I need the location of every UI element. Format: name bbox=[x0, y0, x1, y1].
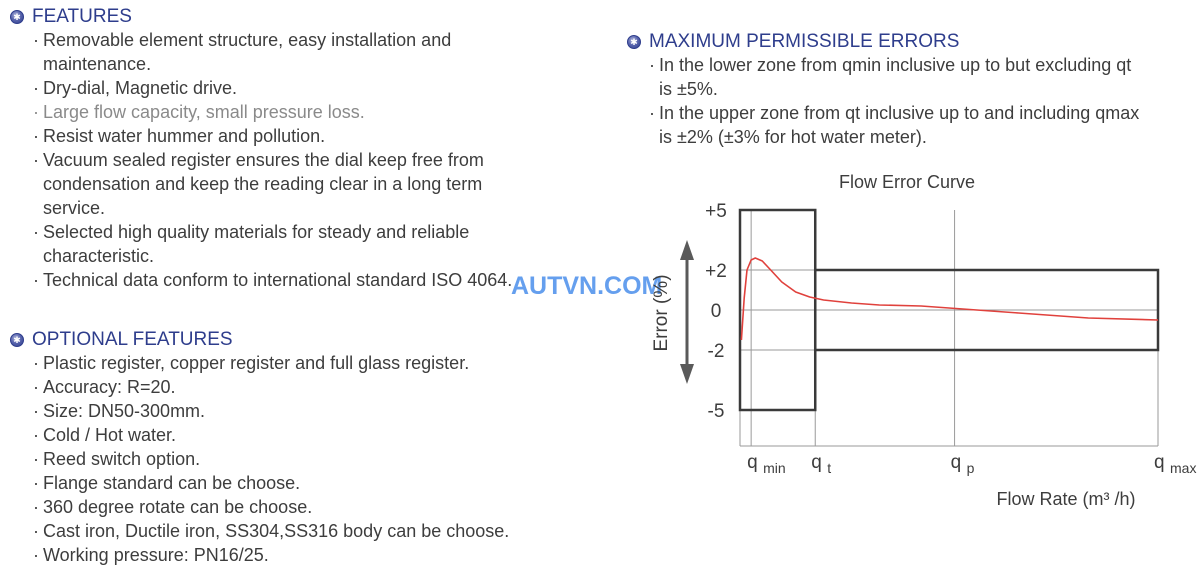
bullet-dot: · bbox=[33, 30, 39, 50]
features-title: FEATURES bbox=[32, 6, 132, 27]
features-list-item bbox=[33, 100, 365, 124]
error-limit-box-upper bbox=[815, 270, 1158, 350]
x-tick-sublabel: t bbox=[827, 460, 832, 476]
x-tick-label: q bbox=[950, 452, 962, 473]
bullet-dot: · bbox=[33, 78, 39, 98]
bullet-dot: · bbox=[33, 401, 39, 421]
bullet-dot: · bbox=[33, 150, 39, 170]
optional-item-text: Flange standard can be choose. bbox=[43, 473, 301, 493]
bullet-dot: · bbox=[33, 521, 39, 541]
arrow-up-icon bbox=[680, 240, 694, 260]
optional-list-item bbox=[33, 495, 312, 519]
errors-item-text: is ±2% (±3% for hot water meter). bbox=[659, 127, 927, 147]
optional-list-item bbox=[33, 519, 509, 543]
error-curve-series bbox=[741, 258, 1158, 340]
optional-item-text: Cold / Hot water. bbox=[43, 425, 177, 445]
x-tick-label: q bbox=[1154, 452, 1165, 473]
optional-item-text: Accuracy: R=20. bbox=[43, 377, 176, 397]
optional-title: OPTIONAL FEATURES bbox=[32, 329, 233, 350]
features-item-text: maintenance. bbox=[43, 54, 152, 74]
x-tick-label: q bbox=[811, 452, 822, 473]
errors-item-text: is ±5%. bbox=[659, 79, 718, 99]
features-list-item bbox=[33, 76, 237, 100]
features-list-item bbox=[33, 196, 105, 220]
optional-list-item bbox=[33, 399, 205, 423]
features-list-item bbox=[33, 268, 512, 292]
optional-item-text: 360 degree rotate can be choose. bbox=[43, 497, 313, 517]
optional-heading bbox=[10, 329, 233, 351]
features-list-item bbox=[33, 172, 482, 196]
features-item-text: Removable element structure, easy installation and bbox=[43, 30, 452, 50]
arrow-down-icon bbox=[680, 364, 694, 384]
features-list-item bbox=[33, 244, 154, 268]
features-list-item bbox=[33, 220, 469, 244]
features-item-text: condensation and keep the reading clear in a long term bbox=[43, 174, 483, 194]
bullet-dot: · bbox=[33, 126, 39, 146]
bullet-dot: · bbox=[33, 497, 39, 517]
bullet-dot: · bbox=[33, 473, 39, 493]
features-item-text: Vacuum sealed register ensures the dial keep free from bbox=[43, 150, 484, 170]
errors-list-item bbox=[649, 101, 1139, 125]
features-heading bbox=[10, 6, 132, 28]
bullet-dot: · bbox=[33, 377, 39, 397]
bullet-dot: · bbox=[33, 449, 39, 469]
y-tick-label: 0 bbox=[710, 301, 722, 322]
bullet-dot: · bbox=[33, 425, 39, 445]
y-tick-label: +2 bbox=[705, 261, 727, 282]
errors-item-text: In the upper zone from qt inclusive up to and including qmax bbox=[659, 103, 1140, 123]
features-item-text: Large flow capacity, small pressure loss. bbox=[43, 102, 365, 122]
optional-list-item bbox=[33, 471, 300, 495]
section-bullet-icon: ✱ bbox=[10, 10, 24, 24]
y-tick-label: -2 bbox=[707, 341, 725, 362]
bullet-dot: · bbox=[33, 545, 39, 565]
x-axis-label: Flow Rate (m³ /h) bbox=[996, 489, 1136, 509]
y-tick-label: -5 bbox=[707, 401, 725, 422]
bullet-dot: · bbox=[649, 55, 655, 75]
y-axis-label: Error (%) bbox=[651, 274, 672, 352]
features-item-text: characteristic. bbox=[43, 246, 155, 266]
errors-list-item bbox=[649, 125, 927, 149]
optional-list-item bbox=[33, 351, 469, 375]
bullet-dot: · bbox=[33, 270, 39, 290]
optional-list-item bbox=[33, 543, 269, 567]
errors-list-item bbox=[649, 53, 1131, 77]
optional-list-item bbox=[33, 423, 176, 447]
x-tick-label: q bbox=[747, 452, 758, 473]
bullet-dot: · bbox=[33, 353, 39, 373]
features-item-text: Technical data conform to international standard ISO 4064. bbox=[43, 270, 513, 290]
features-item-text: Selected high quality materials for steady and reliable bbox=[43, 222, 470, 242]
features-list-item bbox=[33, 52, 151, 76]
watermark: AUTVN.COM bbox=[511, 272, 663, 300]
x-tick-sublabel: max bbox=[1170, 460, 1197, 476]
features-list-item bbox=[33, 28, 451, 52]
optional-list-item bbox=[33, 375, 176, 399]
features-item-text: service. bbox=[43, 198, 106, 218]
chart-title: Flow Error Curve bbox=[838, 172, 976, 192]
errors-item-text: In the lower zone from qmin inclusive up to but excluding qt bbox=[659, 55, 1132, 75]
features-list-item bbox=[33, 124, 325, 148]
y-tick-label: +5 bbox=[705, 201, 727, 222]
bullet-dot: · bbox=[33, 102, 39, 122]
section-bullet-icon: ✱ bbox=[10, 333, 24, 347]
features-item-text: Resist water hummer and pollution. bbox=[43, 126, 326, 146]
errors-list-item bbox=[649, 77, 718, 101]
errors-title: MAXIMUM PERMISSIBLE ERRORS bbox=[649, 31, 960, 52]
optional-item-text: Size: DN50-300mm. bbox=[43, 401, 206, 421]
optional-item-text: Cast iron, Ductile iron, SS304,SS316 body can be choose. bbox=[43, 521, 510, 541]
errors-heading bbox=[627, 31, 959, 53]
features-item-text: Dry-dial, Magnetic drive. bbox=[43, 78, 238, 98]
optional-item-text: Working pressure: PN16/25. bbox=[43, 545, 269, 565]
optional-list-item bbox=[33, 447, 200, 471]
error-limit-box-lower bbox=[740, 210, 815, 410]
optional-item-text: Plastic register, copper register and full glass register. bbox=[43, 353, 470, 373]
section-bullet-icon: ✱ bbox=[627, 35, 641, 49]
features-list-item bbox=[33, 148, 484, 172]
optional-item-text: Reed switch option. bbox=[43, 449, 201, 469]
bullet-dot: · bbox=[33, 222, 39, 242]
x-tick-sublabel: p bbox=[966, 460, 975, 476]
x-tick-sublabel: min bbox=[763, 460, 786, 476]
bullet-dot: · bbox=[649, 103, 655, 123]
